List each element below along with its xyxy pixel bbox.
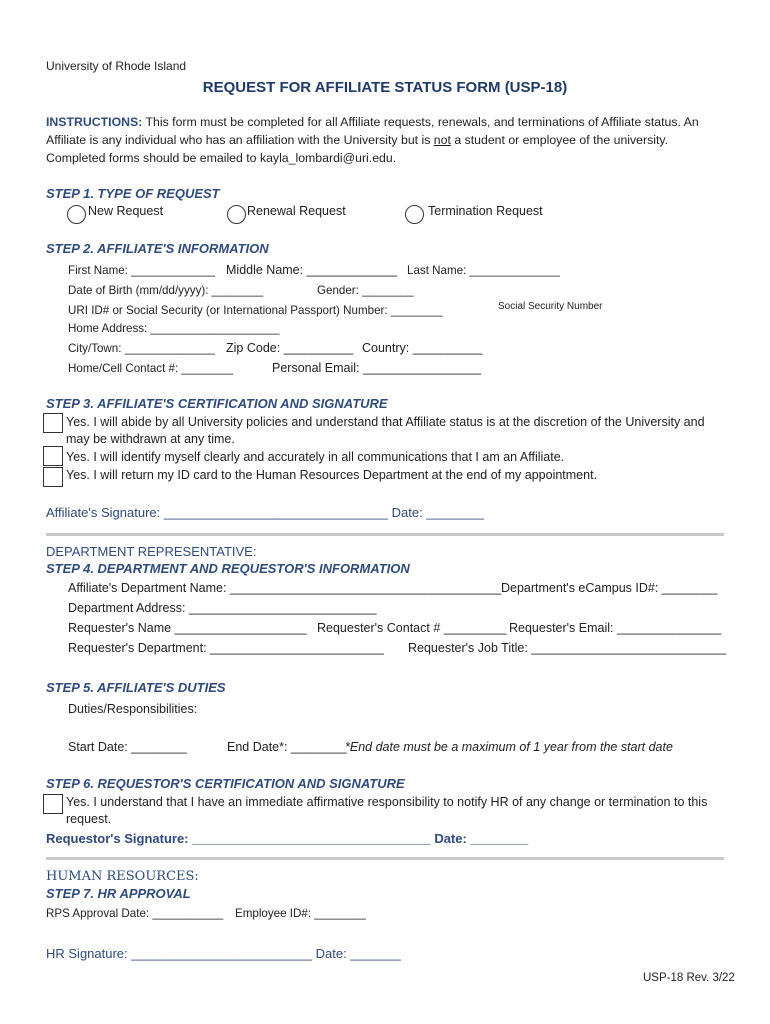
middle-name-field[interactable]: Middle Name: _____________ xyxy=(226,263,397,277)
requestor-certify-checkbox[interactable] xyxy=(43,794,63,814)
step6-title: STEP 6. REQUESTOR'S CERTIFICATION AND SIGNATURE xyxy=(46,776,405,791)
home-address-field[interactable]: Home Address: ____________________ xyxy=(68,322,280,335)
renewal-request-label: Renewal Request xyxy=(247,204,346,218)
certify-policies-label-2: may be withdrawn at any time. xyxy=(66,432,235,446)
step4-title: STEP 4. DEPARTMENT AND REQUESTOR'S INFORMATION xyxy=(46,561,410,576)
dept-name-field[interactable]: Affiliate's Department Name: _______________________________________ xyxy=(68,581,502,595)
end-date-field[interactable]: End Date*: ________ xyxy=(227,740,347,754)
new-request-label: New Request xyxy=(88,204,164,218)
renewal-request-radio[interactable] xyxy=(227,205,246,224)
country-field[interactable]: Country: __________ xyxy=(362,341,483,355)
department-representative-heading: DEPARTMENT REPRESENTATIVE: xyxy=(46,544,257,559)
personal-email-field[interactable]: Personal Email: _________________ xyxy=(272,361,482,375)
requester-name-field[interactable]: Requester's Name ___________________ xyxy=(68,621,307,635)
certify-return-id-checkbox[interactable] xyxy=(43,467,63,487)
first-name-field[interactable]: First Name: _____________ xyxy=(68,264,215,277)
instructions-text-2: a student or employee of the university. Completed forms should be emailed to kayla_lombardi@uri.edu. xyxy=(46,133,669,165)
new-request-radio[interactable] xyxy=(67,205,86,224)
dob-field[interactable]: Date of Birth (mm/dd/yyyy): ________ xyxy=(68,284,264,297)
ssn-note: Social Security Number xyxy=(498,301,603,312)
step2-title: STEP 2. AFFILIATE'S INFORMATION xyxy=(46,241,269,256)
form-title: REQUEST FOR AFFILIATE STATUS FORM (USP-18) xyxy=(202,79,568,96)
contact-field[interactable]: Home/Cell Contact #: ________ xyxy=(68,362,233,375)
zip-field[interactable]: Zip Code: __________ xyxy=(226,341,354,355)
dept-address-field[interactable]: Department Address: ___________________________ xyxy=(68,601,377,615)
certify-policies-label-1: Yes. I will abide by all University policies and understand that Affiliate status is at the discretion of the University and xyxy=(66,415,705,429)
certify-policies-checkbox[interactable] xyxy=(43,413,63,433)
gender-field[interactable]: Gender: ________ xyxy=(317,284,414,297)
requestor-certify-label-1: Yes. I understand that I have an immediate affirmative responsibility to notify HR of any change or termination to this xyxy=(66,795,708,809)
last-name-field[interactable]: Last Name: ______________ xyxy=(407,264,560,277)
step1-title: STEP 1. TYPE OF REQUEST xyxy=(46,186,220,201)
section-divider xyxy=(46,857,724,860)
instructions xyxy=(46,113,726,167)
university-name: University of Rhode Island xyxy=(46,59,187,73)
city-field[interactable]: City/Town: ______________ xyxy=(68,342,215,355)
uri-id-field[interactable]: URI ID# or Social Security (or International Passport) Number: ________ xyxy=(68,304,443,317)
rps-approval-date-field[interactable]: RPS Approval Date: ___________ xyxy=(46,907,224,920)
termination-request-label: Termination Request xyxy=(428,204,543,218)
certify-identify-label: Yes. I will identify myself clearly and accurately in all communications that I am an Affiliate. xyxy=(66,450,565,464)
human-resources-heading: HUMAN RESOURCES: xyxy=(46,869,199,884)
step7-title: STEP 7. HR APPROVAL xyxy=(46,886,191,901)
instructions-text-1: This form must be completed for all Affiliate requests, renewals, and terminations of Affiliate status. An Affiliate is any individual who has an affiliation with the University but is xyxy=(46,115,699,147)
affiliate-signature-line[interactable]: Affiliate's Signature: _______________________________ Date: ________ xyxy=(46,505,485,520)
requestor-certify-label-2: request. xyxy=(66,812,112,826)
certify-return-id-label: Yes. I will return my ID card to the Human Resources Department at the end of my appointment. xyxy=(66,468,598,482)
start-date-field[interactable]: Start Date: ________ xyxy=(68,740,187,754)
instructions-not: not xyxy=(433,133,451,147)
requester-email-field[interactable]: Requester's Email: _______________ xyxy=(509,621,722,635)
ecampus-id-field[interactable]: Department's eCampus ID#: ________ xyxy=(501,581,718,595)
requester-job-title-field[interactable]: Requester's Job Title: ____________________________ xyxy=(408,641,726,655)
requestor-signature-line[interactable]: Requestor's Signature: _________________________________ Date: ________ xyxy=(46,831,529,846)
requester-department-field[interactable]: Requester's Department: _________________________ xyxy=(68,641,384,655)
requester-contact-field[interactable]: Requester's Contact # _________ xyxy=(317,621,507,635)
end-date-note: *End date must be a maximum of 1 year from the start date xyxy=(345,740,673,754)
section-divider xyxy=(46,533,724,536)
step3-title: STEP 3. AFFILIATE'S CERTIFICATION AND SIGNATURE xyxy=(46,396,388,411)
duties-label: Duties/Responsibilities: xyxy=(68,702,198,716)
certify-identify-checkbox[interactable] xyxy=(43,446,63,466)
form-revision: USP-18 Rev. 3/22 xyxy=(643,972,735,984)
termination-request-radio[interactable] xyxy=(405,205,424,224)
step5-title: STEP 5. AFFILIATE'S DUTIES xyxy=(46,680,226,695)
instructions-label: INSTRUCTIONS: xyxy=(46,115,143,129)
employee-id-field[interactable]: Employee ID#: ________ xyxy=(235,907,366,920)
hr-signature-line[interactable]: HR Signature: _________________________ Date: _______ xyxy=(46,946,401,961)
